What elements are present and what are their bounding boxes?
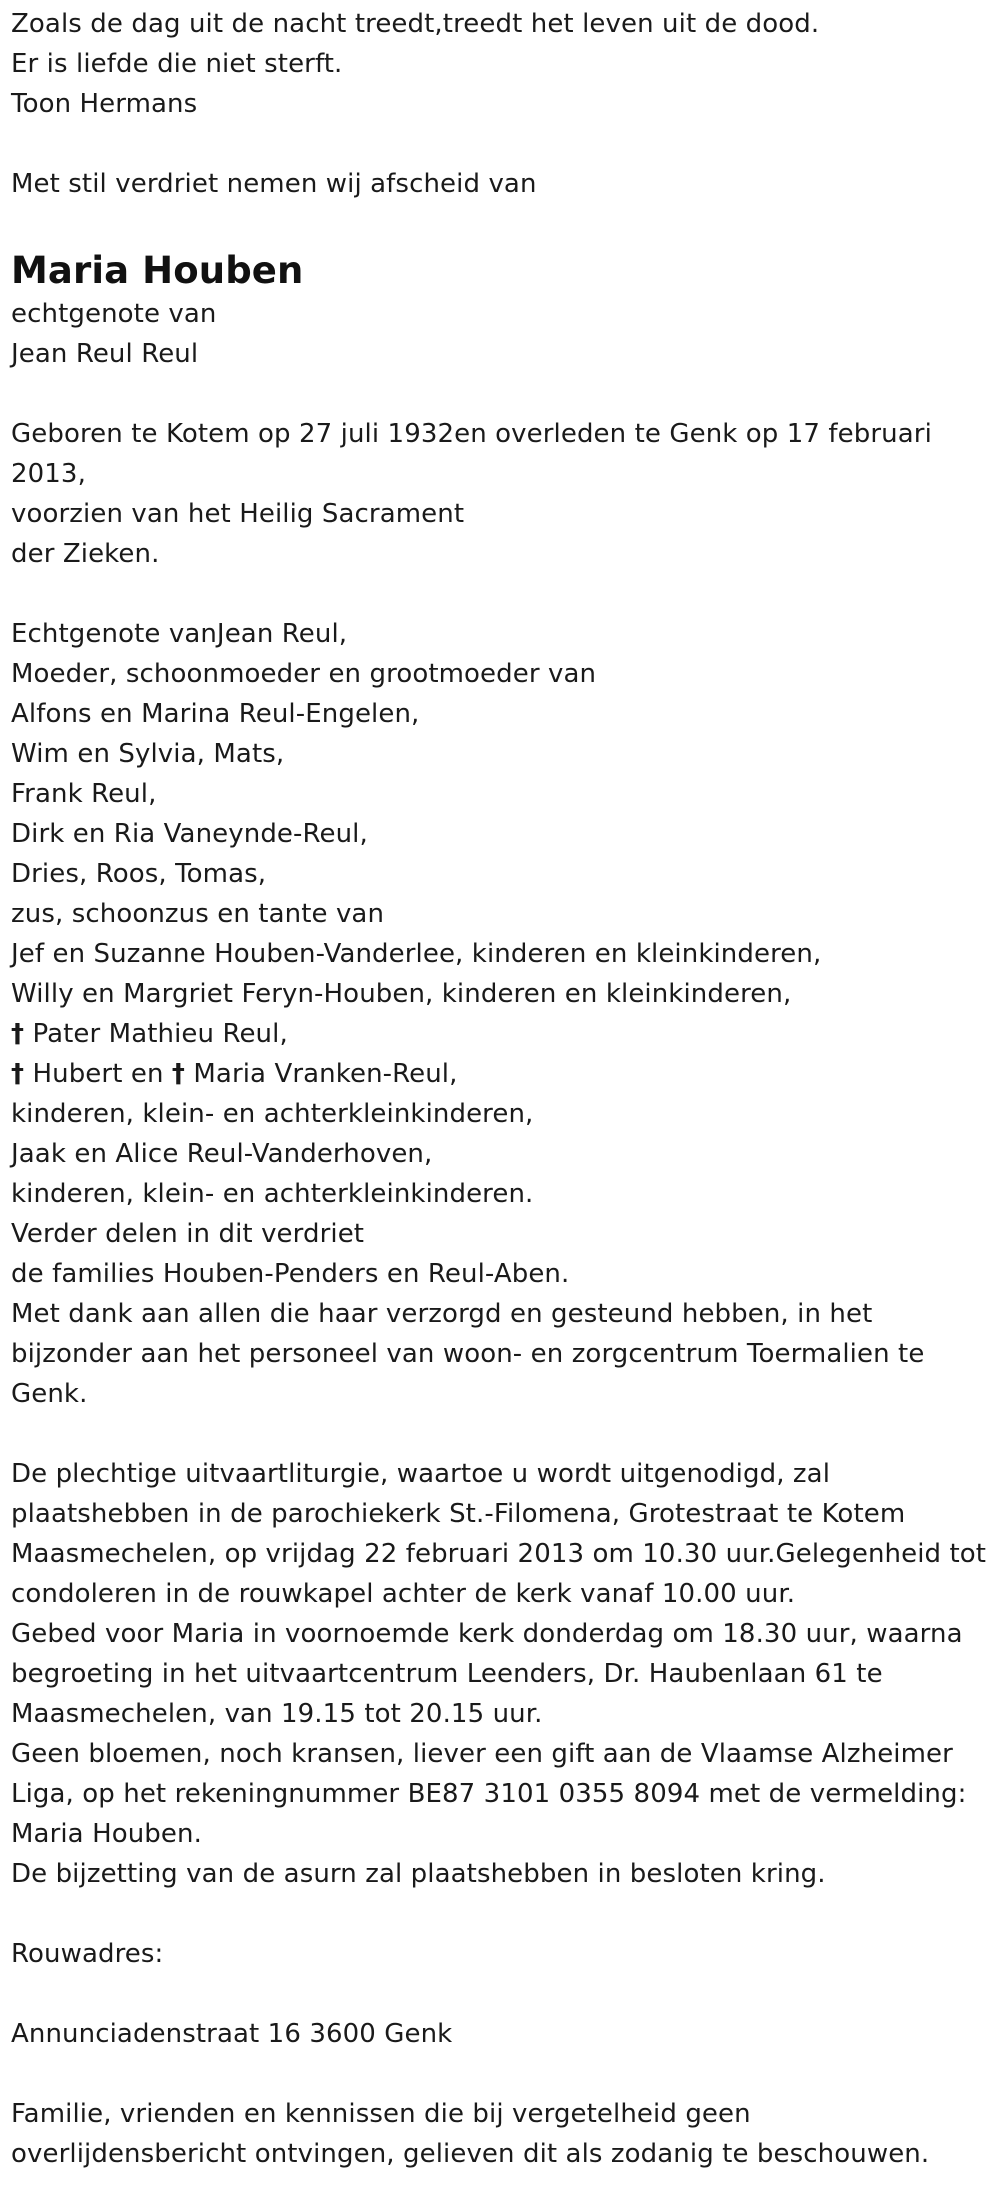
cross-icon: † bbox=[11, 1059, 25, 1089]
family-line: Moeder, schoonmoeder en grootmoeder van bbox=[11, 659, 597, 689]
spouse-label: echtgenote van bbox=[11, 299, 217, 329]
quote-author: Toon Hermans bbox=[11, 89, 198, 119]
family-line: Willy en Margriet Feryn-Houben, kinderen en kleinkinderen, bbox=[11, 979, 792, 1009]
family-line: de families Houben-Penders en Reul-Aben. bbox=[11, 1259, 570, 1289]
thanks-text: Met dank aan allen die haar verzorgd en gesteund hebben, in het bijzonder aan het personeel van woon- en zorgcentrum Toermalien te Genk. bbox=[11, 1299, 925, 1409]
spacer bbox=[11, 124, 994, 164]
family-line: kinderen, klein- en achterkleinkinderen. bbox=[11, 1179, 534, 1209]
flowers-text: Geen bloemen, noch kransen, liever een gift aan de Vlaamse Alzheimer Liga, op het rekeningnummer BE87 3101 0355 8094 met de vermelding: Maria Houben. bbox=[11, 1739, 967, 1849]
spacer bbox=[11, 574, 994, 614]
spacer bbox=[11, 1894, 994, 1934]
family-line: Dirk en Ria Vaneynde-Reul, bbox=[11, 819, 368, 849]
closing-text: Familie, vrienden en kennissen die bij vergetelheid geen overlijdensbericht ontvingen, gelieven dit als zodanig te beschouwen. bbox=[11, 2099, 930, 2169]
spacer bbox=[11, 2054, 994, 2094]
address-value: Annunciadenstraat 16 3600 Genk bbox=[11, 2019, 453, 2049]
family-line: Echtgenote vanJean Reul, bbox=[11, 619, 348, 649]
birth-death-text: Geboren te Kotem op 27 juli 1932en overleden te Genk op 17 februari 2013, bbox=[11, 419, 932, 489]
pater-name: Pater Mathieu Reul, bbox=[24, 1019, 288, 1049]
cross-icon: † bbox=[171, 1059, 186, 1089]
family-line: Dries, Roos, Tomas, bbox=[11, 859, 267, 889]
family-line-deceased-hubert bbox=[11, 1054, 994, 1094]
address-label: Rouwadres: bbox=[11, 1939, 164, 1969]
hubert-name: Hubert en bbox=[24, 1059, 172, 1089]
spacer bbox=[11, 204, 994, 244]
spouse-name: Jean Reul Reul bbox=[11, 339, 199, 369]
family-line-deceased-pater bbox=[11, 1014, 994, 1054]
maria-vranken-name: Maria Vranken-Reul, bbox=[185, 1059, 458, 1089]
cross-icon: † bbox=[11, 1019, 25, 1049]
sacrament-line-2: der Zieken. bbox=[11, 539, 160, 569]
family-line: zus, schoonzus en tante van bbox=[11, 899, 385, 929]
quote-line-2: Er is liefde die niet sterft. bbox=[11, 49, 343, 79]
family-line: Wim en Sylvia, Mats, bbox=[11, 739, 285, 769]
spacer bbox=[11, 1414, 994, 1454]
spacer bbox=[11, 1974, 994, 2014]
burial-text: De bijzetting van de asurn zal plaatshebben in besloten kring. bbox=[11, 1859, 826, 1889]
family-line: Jaak en Alice Reul-Vanderhoven, bbox=[11, 1139, 433, 1169]
liturgy-text: De plechtige uitvaartliturgie, waartoe u wordt uitgenodigd, zal plaatshebben in de parochiekerk St.-Filomena, Grotestraat te Kotem Maasmechelen, op vrijdag 22 februari 2013 om 10.30 uur.Gelegenheid tot condoleren in de rouwkapel achter de kerk vanaf 10.00 uur. bbox=[11, 1459, 987, 1609]
family-line: Frank Reul, bbox=[11, 779, 157, 809]
family-line: kinderen, klein- en achterkleinkinderen, bbox=[11, 1099, 534, 1129]
family-line: Jef en Suzanne Houben-Vanderlee, kinderen en kleinkinderen, bbox=[11, 939, 822, 969]
quote-line-1: Zoals de dag uit de nacht treedt,treedt het leven uit de dood. bbox=[11, 9, 820, 39]
intro-text: Met stil verdriet nemen wij afscheid van bbox=[11, 169, 537, 199]
prayer-text: Gebed voor Maria in voornoemde kerk donderdag om 18.30 uur, waarna begroeting in het uitvaartcentrum Leenders, Dr. Haubenlaan 61 te Maasmechelen, van 19.15 tot 20.15 uur. bbox=[11, 1619, 963, 1729]
family-line: Alfons en Marina Reul-Engelen, bbox=[11, 699, 420, 729]
family-line: Verder delen in dit verdriet bbox=[11, 1219, 365, 1249]
sacrament-line: voorzien van het Heilig Sacrament bbox=[11, 499, 465, 529]
deceased-name: Maria Houben bbox=[11, 249, 304, 292]
spacer bbox=[11, 374, 994, 414]
